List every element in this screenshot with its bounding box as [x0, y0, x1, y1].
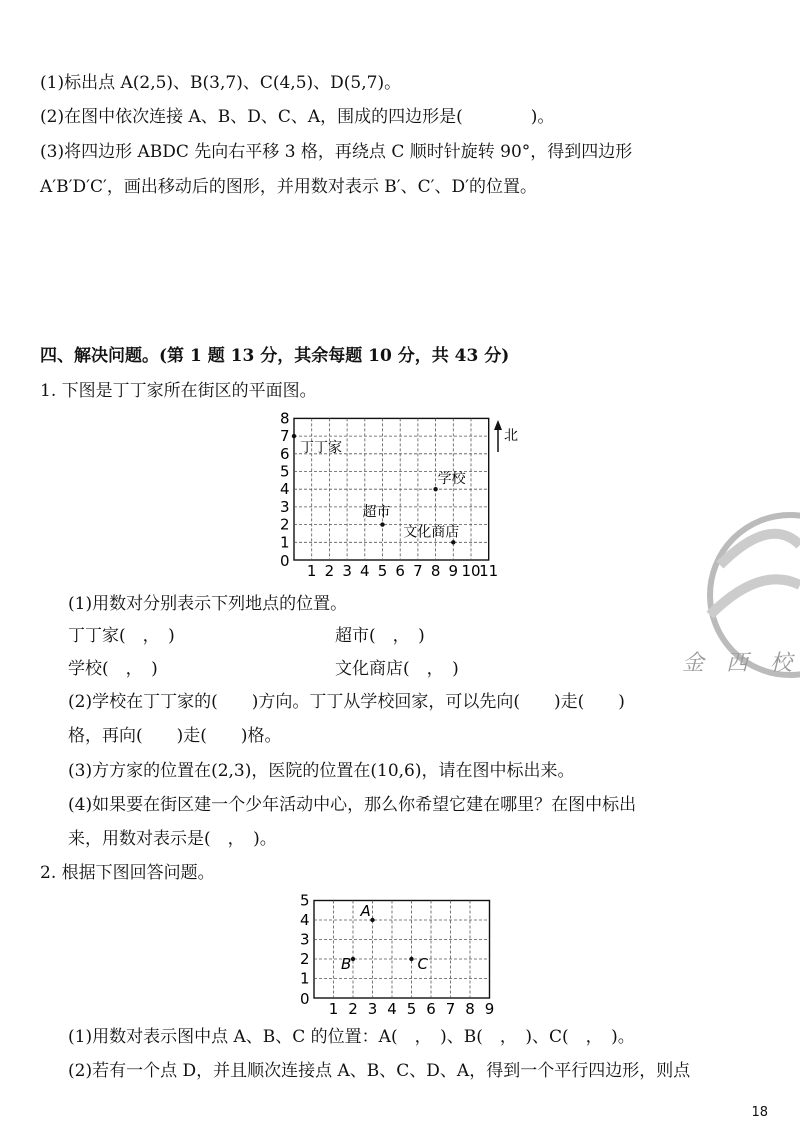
- place-dot: [351, 957, 355, 961]
- y-tick-label: 1: [300, 969, 310, 988]
- place-dot: [451, 540, 455, 544]
- street-grid-map: [268, 408, 528, 578]
- point-markers: [341, 902, 429, 973]
- x-tick-label: 6: [395, 562, 405, 578]
- watermark-text: 金 西 校: [682, 651, 793, 676]
- grid-tick-labels: [280, 409, 498, 578]
- place-dot: [409, 957, 413, 961]
- x-tick-label: 9: [448, 562, 459, 578]
- x-tick-label: 10: [461, 562, 481, 578]
- place-dot: [292, 434, 296, 438]
- p2-intro: 2. 根据下图回答问题。: [40, 863, 215, 883]
- place-label: B: [341, 955, 352, 973]
- y-tick-label: 5: [280, 462, 290, 481]
- y-tick-label: 4: [280, 480, 290, 499]
- place-dot: [370, 918, 374, 922]
- blank-school: 学校( ， ): [68, 659, 158, 679]
- p1-sub2a: (2)学校在丁丁家的( )方向。丁丁从学校回家，可以先向( )走( ): [68, 692, 625, 712]
- watermark-stamp: [680, 505, 800, 715]
- x-tick-label: 8: [465, 1000, 475, 1016]
- page-number: 18: [751, 1105, 768, 1120]
- y-tick-label: 2: [300, 950, 310, 968]
- grid-lines: [314, 901, 490, 999]
- place-label: C: [417, 955, 428, 973]
- x-tick-label: 2: [348, 1000, 358, 1016]
- x-tick-label: 8: [430, 562, 441, 578]
- y-tick-label: 6: [280, 444, 290, 463]
- p1-sub3: (3)方方家的位置在(2,3)，医院的位置在(10,6)，请在图中标出来。: [68, 761, 575, 781]
- x-tick-label: 9: [484, 1000, 495, 1016]
- y-tick-label: 1: [280, 533, 290, 552]
- q3-text-a: (3)将四边形 ABDC 先向右平移 3 格，再绕点 C 顺时针旋转 90°，得到四边形: [40, 142, 633, 162]
- origin-label: 0: [280, 552, 290, 570]
- y-tick-label: 8: [280, 409, 290, 428]
- q1-text: (1)标出点 A(2,5)、B(3,7)、C(4,5)、D(5,7)。: [40, 73, 402, 93]
- x-tick-label: 1: [328, 1000, 339, 1016]
- p1-sub4a: (4)如果要在街区建一个少年活动中心，那么你希望它建在哪里？在图中标出: [68, 795, 637, 815]
- place-label: A: [360, 902, 371, 920]
- p1-sub2b: 格，再向( )走( )格。: [68, 726, 282, 746]
- place-dot: [380, 522, 384, 526]
- place-label: 学校: [437, 471, 466, 488]
- blank-home: 丁丁家( ， ): [68, 626, 175, 646]
- x-tick-label: 3: [367, 1000, 378, 1016]
- place-dot: [433, 487, 437, 491]
- x-tick-label: 6: [426, 1000, 436, 1016]
- north-arrow: [494, 420, 518, 452]
- blank-store: 文化商店( ， ): [335, 659, 459, 679]
- p1-intro: 1. 下图是丁丁家所在街区的平面图。: [40, 381, 317, 401]
- grid-frame: [314, 901, 490, 999]
- x-tick-label: 4: [387, 1000, 397, 1016]
- p1-sub4b: 来，用数对表示是( ， )。: [68, 829, 277, 849]
- x-tick-label: 2: [324, 562, 335, 578]
- x-tick-label: 3: [342, 562, 352, 578]
- q2-text: (2)在图中依次连接 A、B、D、C、A，围成的四边形是( )。: [40, 107, 555, 127]
- x-tick-label: 4: [360, 562, 370, 578]
- origin-label: 0: [300, 990, 310, 1008]
- place-label: 丁丁家: [300, 440, 342, 457]
- y-tick-label: 3: [300, 930, 310, 949]
- p2-sub2: (2)若有一个点 D，并且顺次连接点 A、B、C、D、A，得到一个平行四边形，则点: [68, 1061, 691, 1081]
- section-heading: 四、解决问题。(第 1 题 13 分，其余每题 10 分，共 43 分): [40, 346, 510, 366]
- blank-market: 超市( ， ): [335, 626, 425, 646]
- place-label: 超市: [362, 504, 391, 521]
- y-tick-label: 2: [280, 515, 290, 534]
- north-label: 北: [504, 428, 518, 444]
- q3-text-b: A′B′D′C′，画出移动后的图形，并用数对表示 B′、C′、D′的位置。: [40, 177, 537, 197]
- x-tick-label: 7: [413, 562, 423, 578]
- place-label: 文化商店: [403, 524, 460, 541]
- point-grid: [296, 886, 506, 1016]
- x-tick-label: 11: [479, 562, 499, 578]
- y-tick-label: 7: [280, 427, 290, 446]
- y-tick-label: 4: [300, 911, 310, 929]
- x-tick-label: 5: [406, 1000, 417, 1016]
- x-tick-label: 1: [306, 562, 317, 578]
- p2-sub1: (1)用数对表示图中点 A、B、C 的位置：A( ， )、B( ， )、C( ， )。: [68, 1027, 635, 1047]
- p1-sub1: (1)用数对分别表示下列地点的位置。: [68, 594, 348, 614]
- y-tick-label: 3: [280, 497, 290, 516]
- x-tick-label: 5: [377, 562, 388, 578]
- x-tick-label: 7: [445, 1000, 456, 1016]
- y-tick-label: 5: [300, 891, 310, 910]
